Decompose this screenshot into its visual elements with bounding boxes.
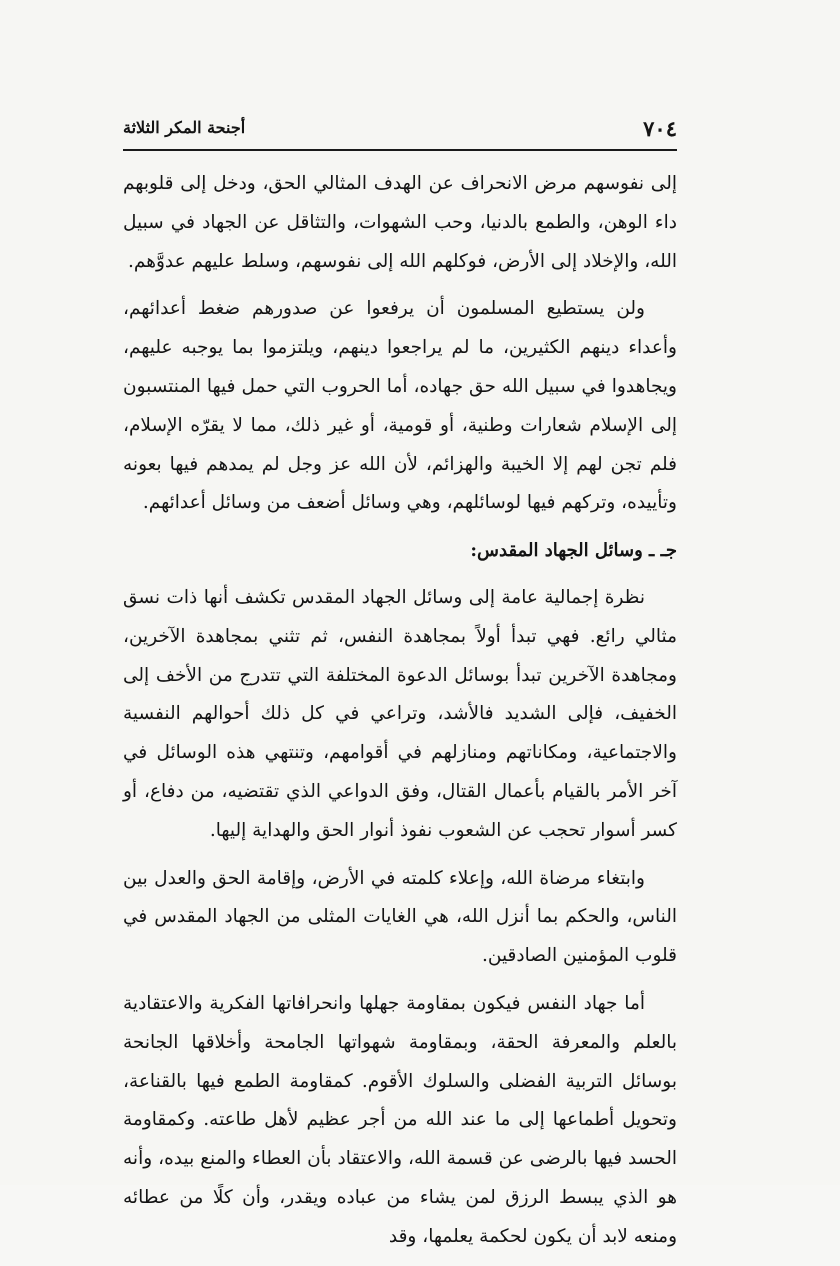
paragraph: ولن يستطيع المسلمون أن يرفعوا عن صدورهم ضغط أعدائهم، وأعداء دينهم الكثيرين، ما لم يراجعوا دينهم، ويلتزموا بما يوجبه عليهم، ويجاهدوا في سبيل الله حق جهاده، أما الحروب التي حمل فيها المنتسبون إلى الإسلام شعارات وطنية، أو قومية، أو غير ذلك، مما لا يقرّه الإسلام، فلم تجن لهم إلا الخيبة والهزائم، لأن الله عز وجل لم يمدهم فيها بعونه وتأييده، وتركهم فيها لوسائلهم، وهي وسائل أضعف من وسائل أعدائهم. bbox=[123, 298, 677, 514]
section-heading: جـ ـ وسائل الجهاد المقدس: bbox=[470, 540, 677, 562]
page-number: ٧٠٤ bbox=[643, 116, 677, 141]
body-text bbox=[123, 165, 677, 1266]
header-rule bbox=[123, 149, 677, 151]
paragraph: أما جهاد النفس فيكون بمقاومة جهلها وانحرافاتها الفكرية والاعتقادية بالعلم والمعرفة الحقة، وبمقاومة شهواتها الجامحة وأخلاقها الجانحة بوسائل التربية الفضلى والسلوك الأقوم. كمقاومة الطمع فيها بالقناعة، وتحويل أطماعها إلى ما عند الله من أجر عظيم لأهل طاعته. وكمقاومة الحسد فيها بالرضى عن قسمة الله، والاعتقاد بأن العطاء والمنع بيده، وأنه هو الذي يبسط الرزق لمن يشاء من عباده ويقدر، وأن كلًا من عطائه ومنعه لابد أن يكون لحكمة يعلمها، وقد bbox=[123, 992, 677, 1247]
page-header bbox=[123, 112, 677, 148]
paragraph: نظرة إجمالية عامة إلى وسائل الجهاد المقدس تكشف أنها ذات نسق مثالي رائع. فهي تبدأ أولاً بمجاهدة النفس، ثم تثني بمجاهدة الآخرين، ومجاهدة الآخرين تبدأ بوسائل الدعوة المختلفة التي تتدرج من الأخف إلى الخفيف، فإلى الشديد فالأشد، وتراعي في كل ذلك أحوالهم النفسية والاجتماعية، ومكاناتهم ومنازلهم في أقوامهم، وتنتهي هذه الوسائل في آخر الأمر بالقيام بأعمال القتال، وفق الدواعي الذي تقتضيه، من دفاع، أو كسر أسوار تحجب عن الشعوب نفوذ أنوار الحق والهداية إليها. bbox=[123, 586, 677, 841]
paragraph: إلى نفوسهم مرض الانحراف عن الهدف المثالي الحق، ودخل إلى قلوبهم داء الوهن، والطمع بالدنيا، وحب الشهوات، والتثاقل عن الجهاد في سبيل الله، والإخلاد إلى الأرض، فوكلهم الله إلى نفوسهم، وسلط عليهم عدوَّهم. bbox=[123, 173, 677, 272]
running-title: أجنحة المكر الثلاثة bbox=[123, 118, 246, 137]
paragraph: وابتغاء مرضاة الله، وإعلاء كلمته في الأرض، وإقامة الحق والعدل بين الناس، والحكم بما أنزل الله، هي الغايات المثلى من الجهاد المقدس في قلوب المؤمنين الصادقين. bbox=[123, 867, 677, 967]
